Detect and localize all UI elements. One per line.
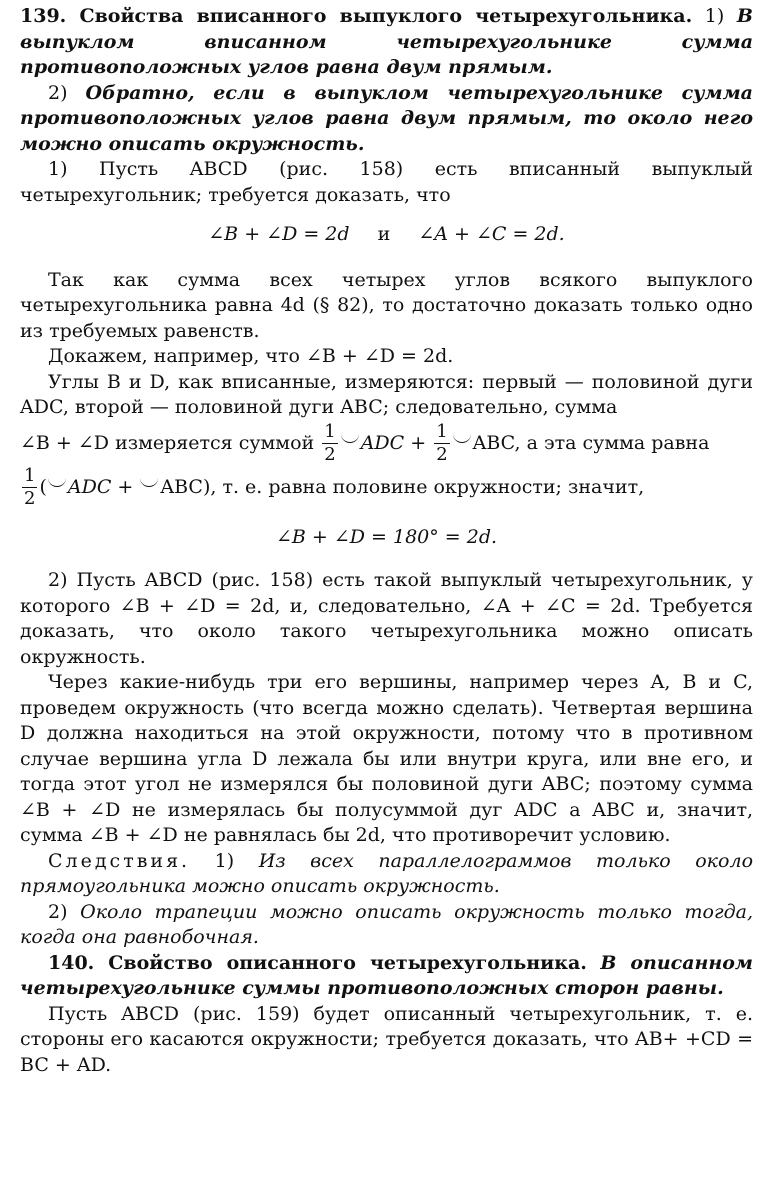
section-140-paragraph-1: Пусть ABCD (рис. 159) будет описанный четырехугольник, т. е. стороны его касаются окружности; требуется доказать, что AB+ +CD = BC + AD. [20, 1002, 753, 1076]
arc-adc-term: ADC + [360, 431, 427, 454]
arc-icon [140, 478, 158, 487]
open-paren: ( [39, 475, 47, 498]
statement-2-number: 2) [48, 81, 68, 104]
statement-1-number: 1) [704, 5, 725, 27]
arc-abc-sum: ABC), т. е. равна половине окружности; значит, [160, 475, 645, 498]
fraction-numerator: 1 [436, 421, 448, 442]
corollary-2-text: Около трапеции можно описать окружность только тогда, когда она равнобочная. [20, 900, 753, 948]
fraction-numerator: 1 [324, 421, 336, 442]
proof-paragraph-3: Докажем, например, что ∠B + ∠D = 2d. [48, 345, 454, 367]
formula-conjunction: и [377, 223, 391, 245]
proof-half-circle-line [20, 465, 753, 509]
corollary-1-number: 1) [214, 849, 235, 872]
arc-icon [48, 478, 66, 487]
statement-1-text: В выпуклом вписанном четырехугольнике сумма противоположных углов равна двум прямым. [20, 5, 753, 78]
arc-icon [341, 434, 359, 443]
sum-text: ∠B + ∠D измеряется суммой [20, 431, 315, 454]
fraction-one-half [22, 467, 37, 508]
section-140-heading [20, 951, 753, 1002]
proof-paragraph-7: Через какие-нибудь три его вершины, например через A, B и C, проведем окружность (что всегда можно сделать). Четвертая вершина D должна находиться на этой окружности, потому что в противном случае вершина угла D лежала бы или внутри круга, или вне его, и тогда этот угол не измерялся бы половиной дуги ABC; поэтому сумма ∠B + ∠D не измерялась бы полусуммой дуг ADC а ABC и, значит, сумма ∠B + ∠D не равнялась бы 2d, что противоречит условию. [20, 671, 753, 846]
fraction-denominator: 2 [324, 444, 336, 465]
arc-icon [453, 434, 471, 443]
statement-2-text: Обратно, если в выпуклом четырехугольнике сумма противоположных углов равна двум прямым, то около него можно описать окружность. [20, 81, 753, 155]
formula-angles-sum [20, 222, 753, 248]
formula-a-c: ∠A + ∠C = 2d. [418, 223, 565, 245]
fraction-one-half [322, 423, 337, 464]
proof-paragraph-2: Так как сумма всех четырех углов всякого выпуклого четырехугольника равна 4d (§ 82), то достаточно доказать только одно из требуемых равенств. [20, 268, 753, 342]
proof-paragraph-1: 1) Пусть ABCD (рис. 158) есть вписанный выпуклый четырехугольник; требуется доказать, что [20, 158, 753, 206]
proof-paragraph-6: 2) Пусть ABCD (рис. 158) есть такой выпуклый четырехугольник, у которого ∠B + ∠D = 2d, и, следовательно, ∠A + ∠C = 2d. Требуется доказать, что около такого четырехугольника можно описать окружность. [20, 569, 753, 668]
formula-b-d: ∠B + ∠D = 2d [208, 223, 350, 245]
fraction-one-half [434, 423, 449, 464]
statement-2 [20, 81, 753, 158]
fraction-numerator: 1 [24, 465, 36, 486]
section-140-statement: В описанном четырехугольнике суммы противоположных сторон равны. [20, 951, 753, 999]
arc-abc-term: ABC, а эта сумма равна [472, 431, 710, 454]
proof-sum-line [20, 421, 753, 465]
fraction-denominator: 2 [24, 488, 36, 509]
corollary-2-number: 2) [48, 900, 68, 923]
section-139-heading [20, 4, 753, 81]
corollary-2 [20, 900, 753, 951]
arc-adc-sum: ADC + [67, 475, 134, 498]
proof-paragraph-4: Углы B и D, как вписанные, измеряются: первый — половиной дуги ADC, второй — половиной дуги ABC; следовательно, сумма [20, 370, 753, 418]
formula-180-degrees: ∠B + ∠D = 180° = 2d. [275, 525, 498, 548]
fraction-denominator: 2 [436, 444, 448, 465]
section-140-title: 140. Свойство описанного четырехугольника. [48, 951, 587, 974]
corollary-1-text: Из всех параллелограммов только около прямоугольника можно описать окружность. [20, 849, 754, 897]
corollary-label: Следствия. [48, 849, 191, 872]
corollary-1 [20, 849, 753, 900]
section-139-title: 139. Свойства вписанного выпуклого четырехугольника. [20, 5, 693, 27]
